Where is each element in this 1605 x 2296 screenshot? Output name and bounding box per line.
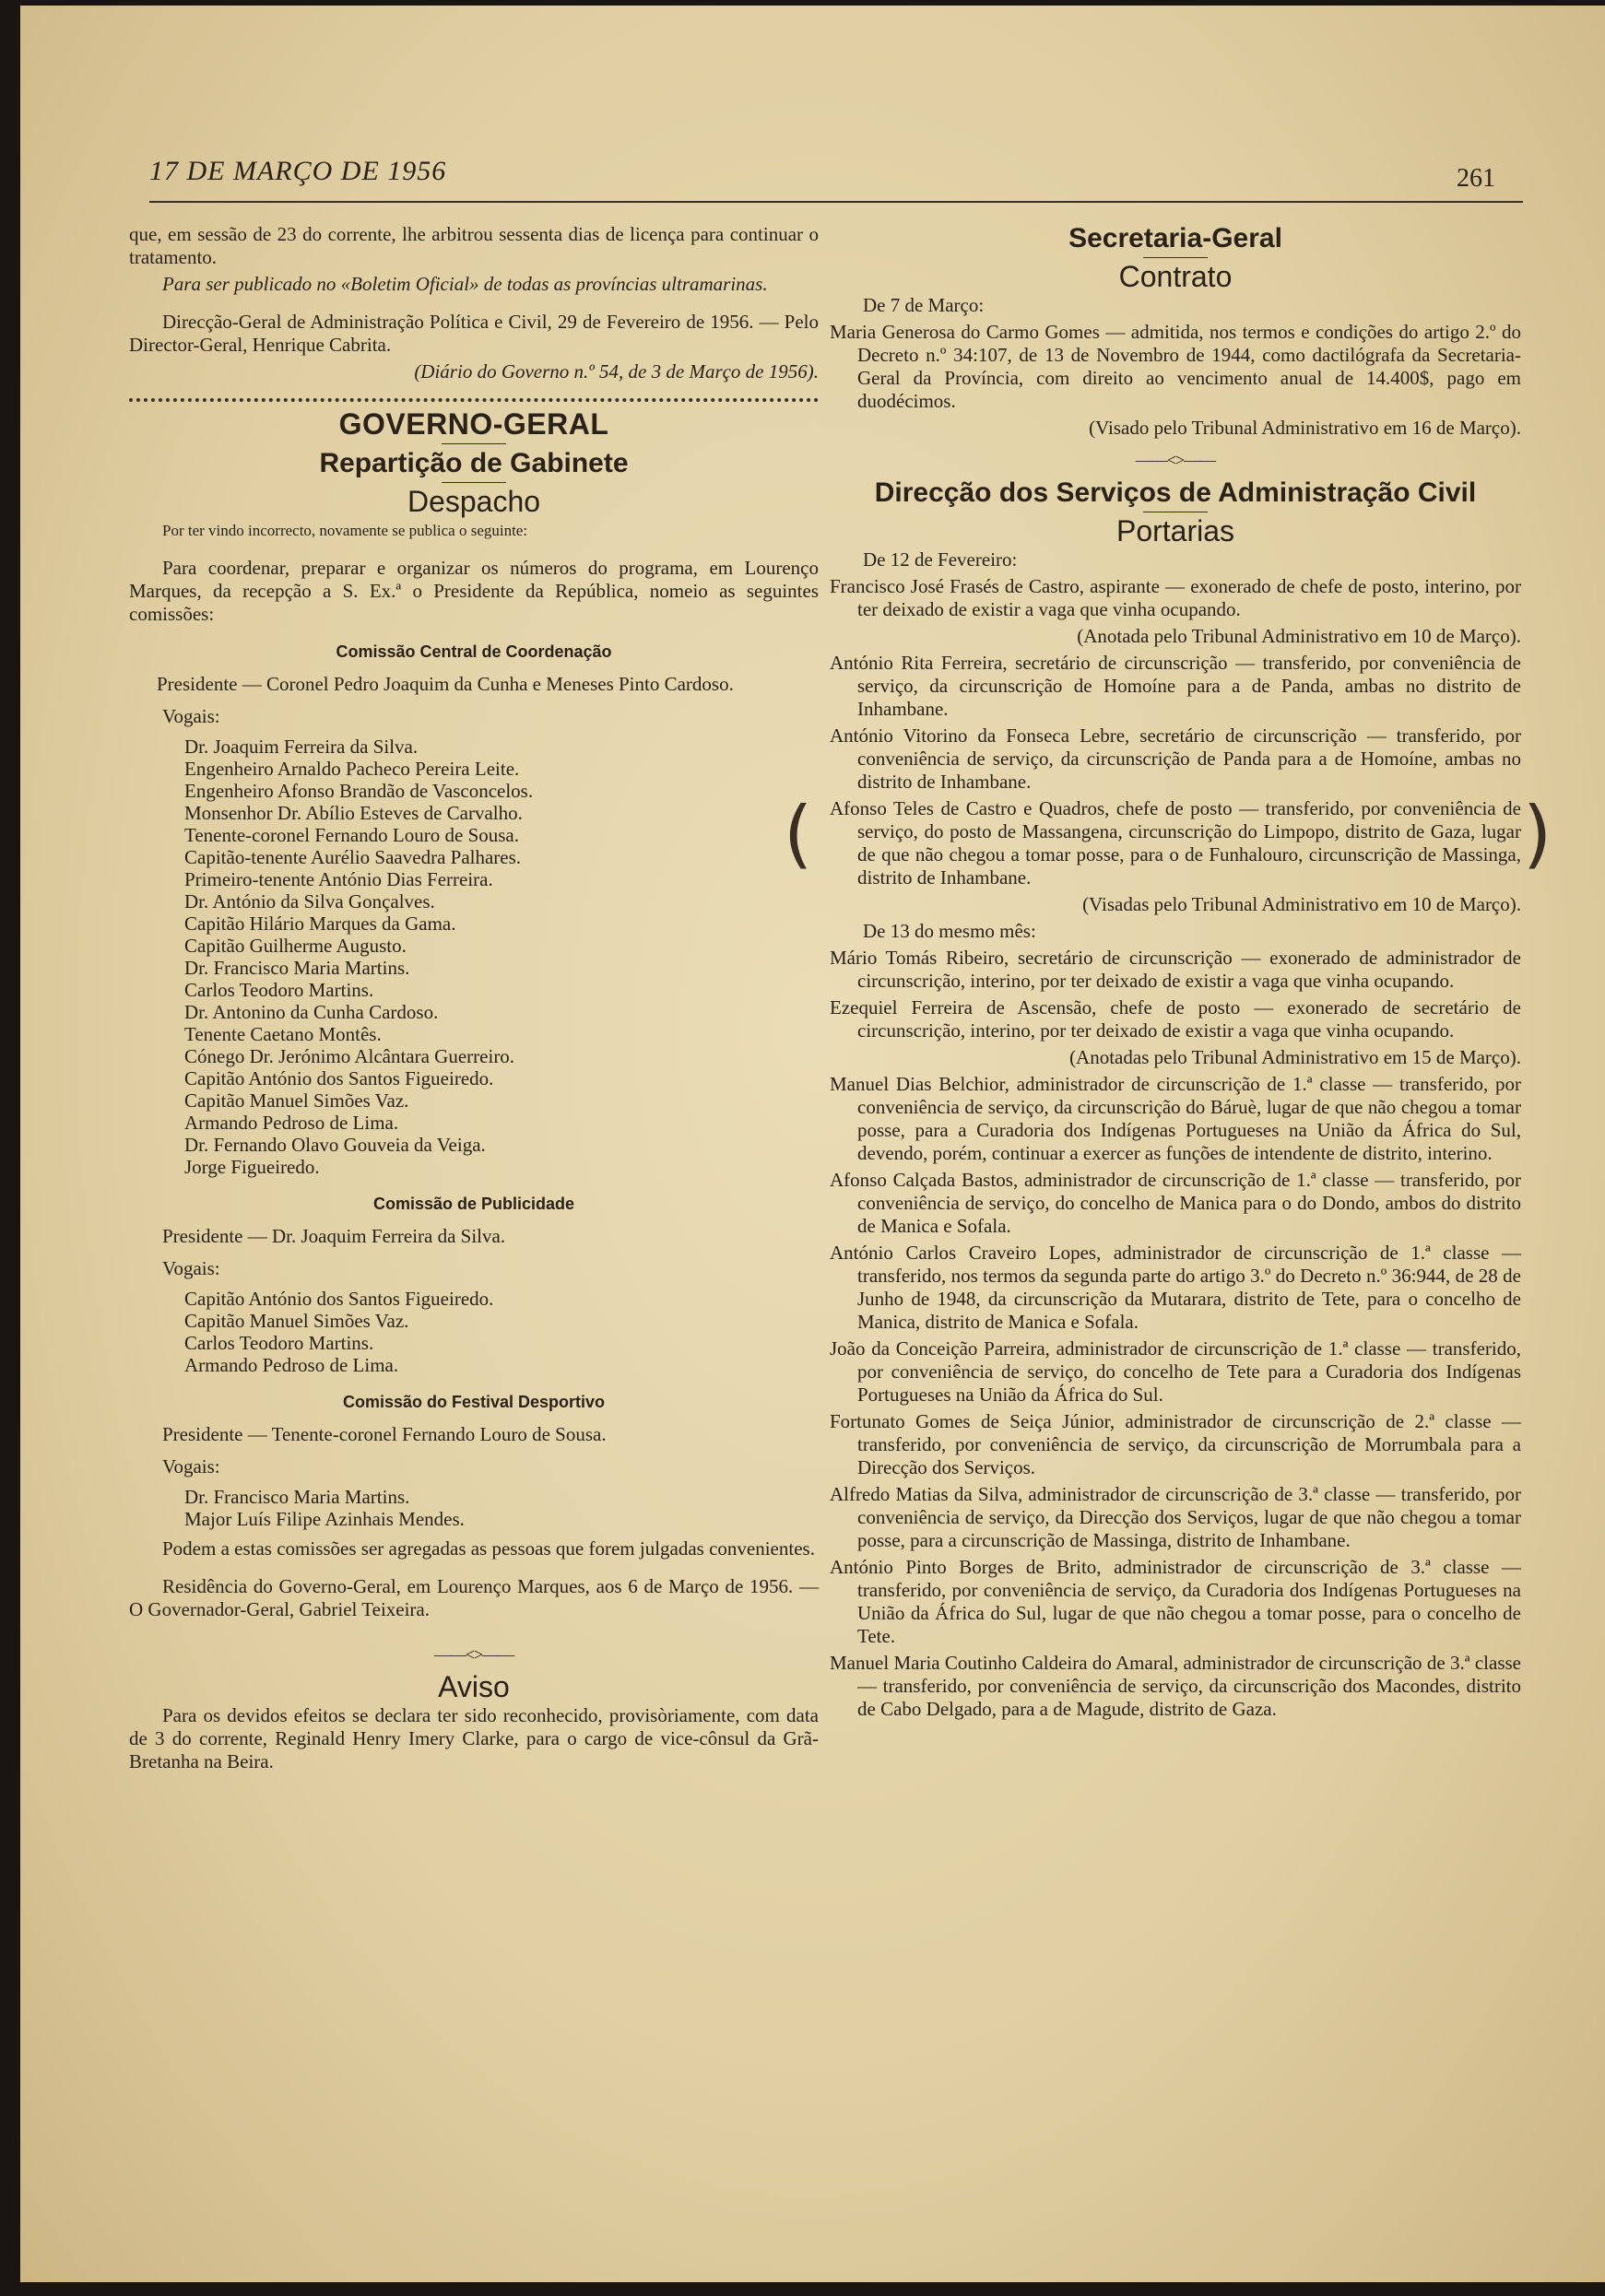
entry-manuel-maria: Manuel Maria Coutinho Caldeira do Amaral, administrador de circunscrição de 3.ª classe — transferido, por conveniência de serviço, da circunscrição dos Macondes, distrito de Cabo Delgado, para a de Magude, distrito de Gaza.: [830, 1652, 1521, 1720]
list-item: Engenheiro Afonso Brandão de Vasconcelos.: [184, 780, 534, 802]
heading-despacho: Despacho: [407, 485, 541, 518]
list-item: Monsenhor Dr. Abílio Esteves de Carvalho.: [184, 802, 523, 824]
list-item: Carlos Teodoro Martins.: [184, 1332, 374, 1354]
page-date: 17 DE MARÇO DE 1956: [149, 156, 447, 186]
entry-antonio-rita: António Rita Ferreira, secretário de circunscrição — transferido, por conveniência de serviço, da circunscrição de Homoíne para a de Panda, ambas no distrito de Inhambane.: [830, 652, 1521, 720]
list-item: Capitão Manuel Simões Vaz.: [184, 1310, 409, 1332]
entry-antonio-vitorino: António Vitorino da Fonseca Lebre, secretário de circunscrição — transferido, por conveniência de serviço, da circunscrição de Panda para a de Homoíne, ambas no distrito de Inhambane.: [830, 724, 1521, 793]
residencia-text: Residência do Governo-Geral, em Lourenço Marques, aos 6 de Março de 1956. — O Governador-Geral, Gabriel Teixeira.: [129, 1575, 819, 1620]
entry-joao: João da Conceição Parreira, administrador de circunscrição de 1.ª classe — transferido, por conveniência de serviço, do concelho de Tete para a Curadoria dos Indígenas Portugueses na União da África do Sul.: [830, 1337, 1521, 1406]
list-item: Primeiro-tenente António Dias Ferreira.: [184, 868, 493, 890]
right-column: [830, 223, 1521, 1725]
list-item: Dr. Francisco Maria Martins.: [184, 957, 410, 979]
left-column: [129, 223, 819, 1777]
visado-16: (Visado pelo Tribunal Administrativo em 16 de Março).: [1089, 417, 1521, 439]
section-title-secretaria: Secretaria-Geral: [1068, 223, 1282, 253]
dotted-separator: [129, 398, 819, 402]
entry-ezequiel: Ezequiel Ferreira de Ascensão, chefe de posto — exonerado de secretário de circunscrição, interino, por ter deixado de existir a vaga que vinha ocupando.: [830, 996, 1521, 1042]
list-item: Carlos Teodoro Martins.: [184, 979, 374, 1001]
list-item: Capitão Manuel Simões Vaz.: [184, 1089, 409, 1112]
list-item: Capitão Hilário Marques da Gama.: [184, 913, 456, 935]
commission-festival-members: [129, 1486, 819, 1530]
para-coordenar: Para coordenar, preparar e organizar os números do programa, em Lourenço Marques, da recepção a S. Ex.ª o Presidente da República, nomeio as seguintes comissões:: [129, 557, 819, 625]
section-title-governo-geral: GOVERNO-GERAL: [338, 407, 609, 441]
list-item: Major Luís Filipe Azinhais Mendes.: [184, 1508, 465, 1530]
heading-aviso: Aviso: [438, 1670, 510, 1703]
heading-portarias: Portarias: [1115, 514, 1235, 548]
title-rule: [442, 482, 506, 483]
date-de12: De 12 de Fevereiro:: [863, 548, 1018, 571]
intro-text: que, em sessão de 23 do corrente, lhe arbitrou sessenta dias de licença para continuar o tratamento.: [129, 223, 819, 268]
list-item: Capitão António dos Santos Figueiredo.: [184, 1288, 494, 1310]
list-item: Cónego Dr. Jerónimo Alcântara Guerreiro.: [184, 1045, 515, 1067]
commission-publicidade-president: Presidente — Dr. Joaquim Ferreira da Silva.: [162, 1225, 506, 1247]
list-item: Dr. Joaquim Ferreira da Silva.: [184, 736, 419, 758]
commission-central-president: Presidente — Coronel Pedro Joaquim da Cunha e Meneses Pinto Cardoso.: [157, 673, 734, 695]
date-de13: De 13 do mesmo mês:: [863, 920, 1036, 942]
vogais-label: Vogais:: [162, 1455, 220, 1478]
entry-manuel-dias: Manuel Dias Belchior, administrador de circunscrição de 1.ª classe — transferido, por conveniência de serviço, da circunscrição do Báruè, lugar de que não chegou a tomar posse, para a Curadoria dos Indígenas Portugueses na União da África do Sul, devendo, porém, continuar a exercer as funções de intendente de distrito, interino.: [830, 1073, 1521, 1164]
ornament-divider: ——<>——: [1135, 451, 1216, 469]
commission-festival-title: Comissão do Festival Desportivo: [342, 1393, 606, 1411]
list-item: Jorge Figueiredo.: [184, 1156, 320, 1178]
anotada-10: (Anotada pelo Tribunal Administrativo em 10 de Março).: [1077, 625, 1521, 647]
list-item: Dr. Francisco Maria Martins.: [184, 1486, 410, 1508]
title-rule: [442, 443, 506, 444]
list-item: Tenente Caetano Montês.: [184, 1023, 382, 1045]
entry-maria: Maria Generosa do Carmo Gomes — admitida, nos termos e condições do artigo 2.º do Decreto n.º 34:107, de 13 de Novembro de 1944, como dactilógrafa da Secretaria-Geral da Província, com direito ao vencimento anual de 14.400$, pago em duodécimos.: [830, 321, 1521, 412]
anotadas-15: (Anotadas pelo Tribunal Administrativo em 15 de Março).: [1069, 1046, 1521, 1068]
page-number: 261: [1457, 164, 1495, 193]
publish-note: Para ser publicado no «Boletim Oficial» de todas as províncias ultramarinas.: [162, 273, 768, 295]
ornament-divider: ——<>——: [433, 1645, 514, 1664]
list-item: Armando Pedroso de Lima.: [184, 1112, 399, 1134]
heading-contrato: Contrato: [1118, 260, 1233, 293]
commission-publicidade-members: [129, 1288, 819, 1376]
vogais-label: Vogais:: [162, 1257, 220, 1279]
entry-antonio-pinto: António Pinto Borges de Brito, administrador de circunscrição de 3.ª classe — transferido, por conveniência de serviço, da Curadoria dos Indígenas Portugueses na União da África do Sul, lugar de que não chegou a tomar posse, para o concelho de Tete.: [830, 1556, 1521, 1647]
diario-ref: (Diário do Governo n.º 54, de 3 de Março de 1956).: [414, 360, 819, 383]
list-item: Dr. António da Silva Gonçalves.: [184, 890, 435, 913]
commission-central-title: Comissão Central de Coordenação: [336, 642, 612, 661]
list-item: Armando Pedroso de Lima.: [184, 1354, 399, 1376]
list-item: Dr. Fernando Olavo Gouveia da Veiga.: [184, 1134, 486, 1156]
handwritten-bracket-right: ): [1523, 791, 1552, 877]
entry-afonso-teles: Afonso Teles de Castro e Quadros, chefe de posto — transferido, por conveniência de serviço, do posto de Massangena, circunscrição do Limpopo, distrito de Gaza, lugar de que não chegou a tomar posse, para o de Funhalouro, circunscrição de Massinga, distrito de Inhambane.: [830, 797, 1521, 889]
list-item: Capitão Guilherme Augusto.: [184, 935, 407, 957]
vogais-label: Vogais:: [162, 705, 220, 727]
handwritten-bracket-left: (: [784, 791, 813, 877]
list-item: Tenente-coronel Fernando Louro de Sousa.: [184, 824, 519, 846]
entry-fortunato: Fortunato Gomes de Seiça Júnior, administrador de circunscrição de 2.ª classe — transferido, por conveniência de serviço, da circunscrição de Morrumbala para a Direcção dos Serviços.: [830, 1410, 1521, 1478]
entry-afonso-calcada: Afonso Calçada Bastos, administrador de circunscrição de 1.ª classe — transferido, por conveniência de serviço, do concelho de Manica para o do Dondo, ambos do distrito de Manica e Sofala.: [830, 1169, 1521, 1237]
visadas-10: (Visadas pelo Tribunal Administrativo em 10 de Março).: [1082, 893, 1521, 915]
podem-text: Podem a estas comissões ser agregadas as pessoas que forem julgadas convenientes.: [162, 1537, 815, 1560]
list-item: Engenheiro Arnaldo Pacheco Pereira Leite.: [184, 758, 520, 780]
title-rule: [1143, 257, 1208, 258]
commission-festival-president: Presidente — Tenente-coronel Fernando Louro de Sousa.: [162, 1423, 607, 1445]
entry-francisco: Francisco José Frasés de Castro, aspirante — exonerado de chefe de posto, interino, por ter deixado de existir a vaga que vinha ocupando.: [830, 575, 1521, 620]
list-item: Dr. Antonino da Cunha Cardoso.: [184, 1001, 439, 1023]
entry-mario: Mário Tomás Ribeiro, secretário de circunscrição — exonerado de administrador de circunscrição, interino, por ter deixado de existir a vaga que vinha ocupando.: [830, 947, 1521, 992]
entry-alfredo: Alfredo Matias da Silva, administrador de circunscrição de 3.ª classe — transferido, por conveniência de serviço, da Direcção dos Serviços, lugar de que não chegou a tomar posse, para a circunscrição de Massinga, distrito de Inhambane.: [830, 1483, 1521, 1551]
section-subtitle-gabinete: Repartição de Gabinete: [319, 448, 629, 478]
document-page: [20, 6, 1605, 2282]
header-rule: [149, 201, 1523, 203]
aviso-text: Para os devidos efeitos se declara ter sido reconhecido, provisòriamente, com data de 3 do corrente, Reginald Henry Imery Clarke, para o cargo de vice-cônsul da Grã-Bretanha na Beira.: [129, 1704, 819, 1772]
section-title-dsac: Direcção dos Serviços de Administração Civil: [874, 477, 1477, 508]
entry-antonio-carlos: António Carlos Craveiro Lopes, administrador de circunscrição de 1.ª classe — transferido, nos termos da segunda parte do artigo 3.º do Decreto n.º 36:944, de 28 de Junho de 1948, da circunscrição da Mutarara, distrito de Tete, para o concelho de Manica, distrito de Manica e Sofala.: [830, 1242, 1521, 1333]
date-de7: De 7 de Março:: [863, 294, 985, 316]
list-item: Capitão-tenente Aurélio Saavedra Palhares.: [184, 846, 522, 868]
list-item: Capitão António dos Santos Figueiredo.: [184, 1067, 494, 1089]
commission-publicidade-title: Comissão de Publicidade: [372, 1195, 575, 1213]
dgap-text: Direcção-Geral de Administração Política e Civil, 29 de Fevereiro de 1956. — Pelo Director-Geral, Henrique Cabrita.: [129, 311, 819, 356]
commission-central-members: [129, 736, 819, 1178]
republish-note: Por ter vindo incorrecto, novamente se publica o seguinte:: [162, 522, 528, 539]
